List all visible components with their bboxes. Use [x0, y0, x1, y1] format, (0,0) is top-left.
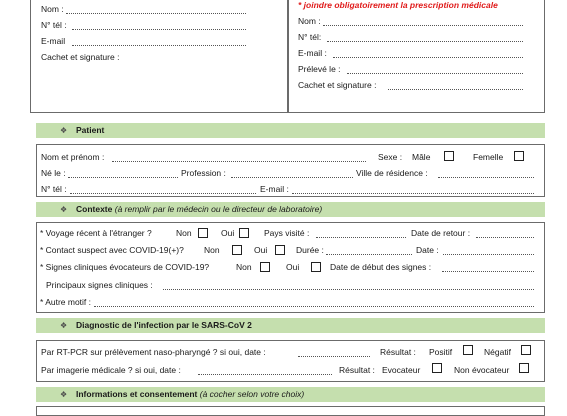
sampled-date-label: Prélevé le :: [298, 64, 341, 74]
contact-date-label: Date :: [416, 245, 439, 255]
sex-female-label: Femelle: [473, 152, 504, 162]
sex-label: Sexe :: [378, 152, 403, 162]
imaging-date-field[interactable]: [198, 374, 332, 375]
patient-section-title: Patient: [76, 125, 105, 135]
context-section-title: Contexte: [76, 204, 113, 214]
symptom-onset-field[interactable]: [442, 271, 534, 272]
diamond-bullet-icon: ❖: [60, 390, 68, 399]
symptoms-no-label: Non: [236, 262, 252, 272]
profession-label: Profession :: [181, 168, 226, 178]
travel-yes-label: Oui: [221, 228, 235, 238]
birth-date-label: Né le :: [41, 168, 66, 178]
diamond-bullet-icon: ❖: [60, 205, 68, 214]
sampler-email-field[interactable]: [333, 57, 523, 58]
patient-email-field[interactable]: [292, 193, 534, 194]
sampler-tel-label: N° tél:: [298, 32, 322, 42]
duration-field[interactable]: [326, 254, 412, 255]
symptoms-yes-checkbox[interactable]: [311, 262, 321, 272]
non-evocative-checkbox[interactable]: [519, 363, 529, 373]
patient-tel-label: N° tél :: [41, 184, 67, 194]
symptoms-no-checkbox[interactable]: [260, 262, 270, 272]
consent-box: [36, 406, 545, 416]
evocative-checkbox[interactable]: [432, 363, 442, 373]
contact-no-label: Non: [204, 245, 220, 255]
sampler-stamp-label: Cachet et signature :: [298, 80, 377, 90]
patient-name-field[interactable]: [112, 161, 366, 162]
rtpcr-result-label: Résultat :: [380, 347, 416, 357]
prescription-notice: * joindre obligatoirement la prescription médicale: [298, 0, 498, 10]
prescriber-tel-label: N° tél :: [41, 20, 67, 30]
sampler-name-label: Nom :: [298, 16, 321, 26]
travel-yes-checkbox[interactable]: [239, 228, 249, 238]
sex-male-checkbox[interactable]: [444, 151, 454, 161]
consent-section-title: Informations et consentement: [76, 389, 198, 399]
diamond-bullet-icon: ❖: [60, 126, 68, 135]
travel-no-label: Non: [176, 228, 192, 238]
contact-no-checkbox[interactable]: [232, 245, 242, 255]
patient-section-header: [36, 123, 545, 138]
main-symptoms-field[interactable]: [163, 289, 534, 290]
patient-box: [36, 144, 545, 197]
travel-question: * Voyage récent à l'étranger ?: [40, 228, 152, 238]
sex-female-checkbox[interactable]: [514, 151, 524, 161]
residence-city-field[interactable]: [438, 177, 534, 178]
context-section-note: (à remplir par le médecin ou le directeur de laboratoire): [114, 204, 323, 214]
rtpcr-label: Par RT-PCR sur prélèvement naso-pharyngé ? si oui, date :: [41, 347, 266, 357]
rtpcr-date-field[interactable]: [298, 356, 370, 357]
prescriber-tel-field[interactable]: [72, 29, 246, 30]
symptom-onset-label: Date de début des signes :: [330, 262, 432, 272]
profession-field[interactable]: [231, 177, 353, 178]
positive-checkbox[interactable]: [463, 345, 473, 355]
birth-date-field[interactable]: [68, 177, 178, 178]
context-section-header: [36, 202, 545, 217]
sampler-tel-field[interactable]: [327, 41, 523, 42]
contact-date-field[interactable]: [443, 254, 534, 255]
sampled-date-field[interactable]: [347, 73, 523, 74]
patient-email-label: E-mail :: [260, 184, 289, 194]
return-date-field[interactable]: [476, 237, 534, 238]
return-date-label: Date de retour :: [411, 228, 471, 238]
consent-section-note: (à cocher selon votre choix): [199, 389, 305, 399]
visited-country-label: Pays visité :: [264, 228, 310, 238]
symptoms-question: * Signes cliniques évocateurs de COVID-19?: [40, 262, 210, 272]
contact-yes-checkbox[interactable]: [275, 245, 285, 255]
negative-label: Négatif: [484, 347, 511, 357]
evocative-label: Evocateur: [382, 365, 421, 375]
diagnosis-section-header: [36, 318, 545, 333]
visited-country-field[interactable]: [316, 237, 406, 238]
other-reason-field[interactable]: [94, 306, 534, 307]
prescriber-email-label: E-mail: [41, 36, 66, 46]
residence-city-label: Ville de résidence :: [356, 168, 428, 178]
sampler-stamp-field[interactable]: [388, 89, 523, 90]
imaging-result-label: Résultat :: [339, 365, 375, 375]
consent-section-header: [36, 387, 545, 402]
patient-tel-field[interactable]: [70, 193, 256, 194]
diamond-bullet-icon: ❖: [60, 321, 68, 330]
prescriber-name-label: Nom :: [41, 4, 64, 14]
non-evocative-label: Non évocateur: [454, 365, 510, 375]
prescriber-stamp-label: Cachet et signature :: [41, 52, 120, 62]
prescriber-name-field[interactable]: [66, 13, 246, 14]
sampler-name-field[interactable]: [323, 25, 523, 26]
travel-no-checkbox[interactable]: [198, 228, 208, 238]
sampler-email-label: E-mail :: [298, 48, 327, 58]
negative-checkbox[interactable]: [521, 345, 531, 355]
contact-question: * Contact suspect avec COVID-19(+)?: [40, 245, 184, 255]
prescriber-email-field[interactable]: [72, 45, 246, 46]
other-reason-label: * Autre motif :: [40, 297, 92, 307]
patient-name-label: Nom et prénom :: [41, 152, 105, 162]
main-symptoms-label: Principaux signes cliniques :: [46, 280, 153, 290]
duration-label: Durée :: [296, 245, 324, 255]
symptoms-yes-label: Oui: [286, 262, 300, 272]
sex-male-label: Mâle: [412, 152, 431, 162]
contact-yes-label: Oui: [254, 245, 268, 255]
positive-label: Positif: [429, 347, 453, 357]
diagnosis-section-title: Diagnostic de l'infection par le SARS-CoV 2: [76, 320, 252, 330]
imaging-label: Par imagerie médicale ? si oui, date :: [41, 365, 181, 375]
